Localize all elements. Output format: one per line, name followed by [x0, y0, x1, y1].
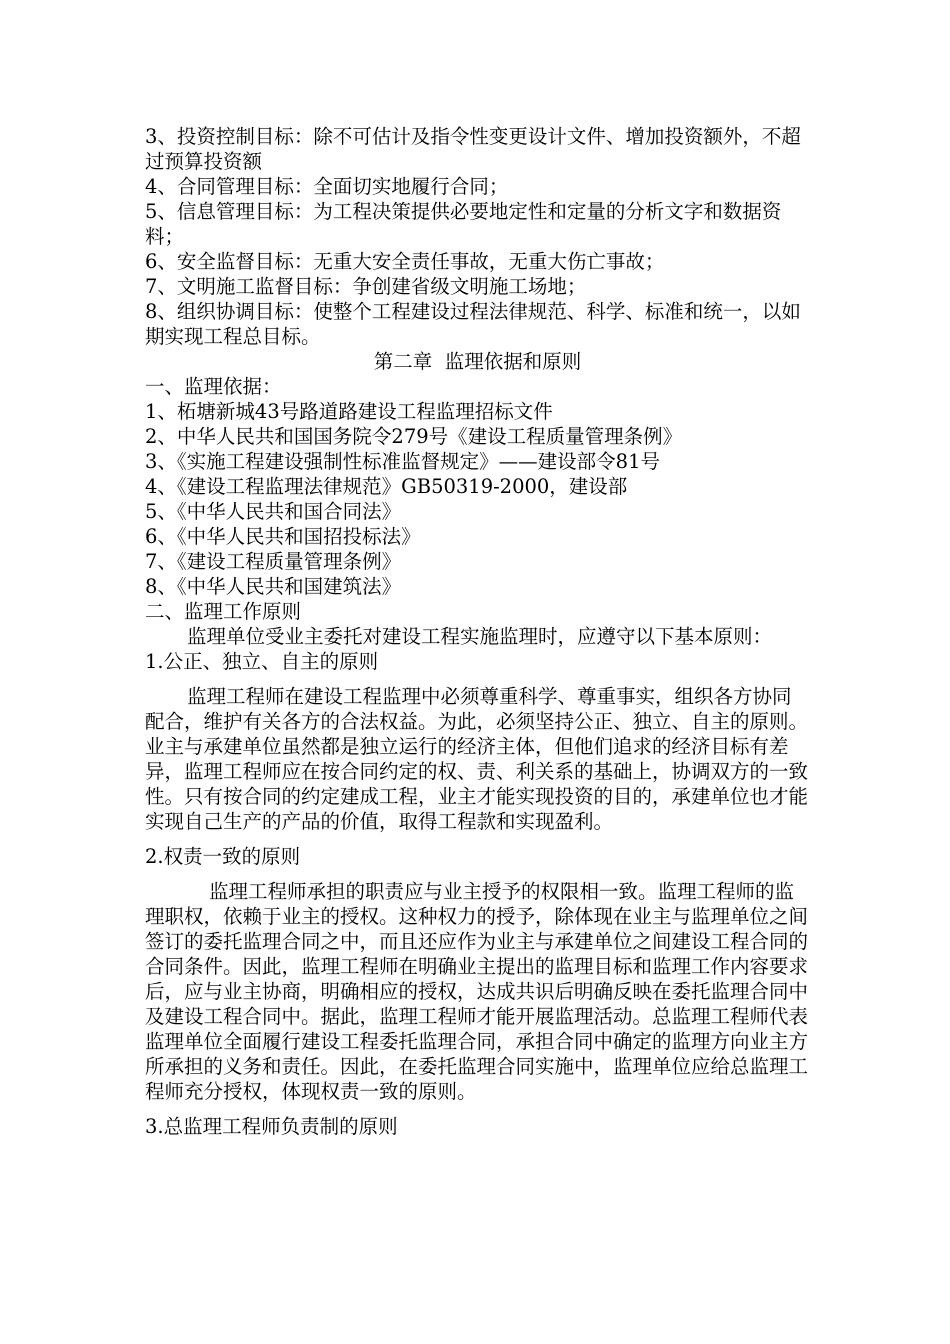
basis-item-2: 2、中华人民共和国国务院令279号《建设工程质量管理条例》: [145, 425, 683, 448]
basis-item-4: 4、《建设工程监理法律规范》GB50319-2000，建设部: [145, 475, 628, 498]
principle-1-title: 1.公正、独立、自主的原则: [145, 650, 379, 673]
basis-item-1: 1、柘塘新城43号路道路建设工程监理招标文件: [145, 400, 553, 423]
basis-heading: 一、监理依据：: [145, 375, 282, 398]
goal-item-4: 4、合同管理目标：全面切实地履行合同；: [145, 175, 509, 198]
principles-heading: 二、监理工作原则: [145, 600, 302, 623]
basis-item-6: 6、《中华人民共和国招投标法》: [145, 525, 421, 548]
chapter-title: 第二章 监理依据和原则: [373, 350, 582, 373]
goal-item-6: 6、安全监督目标：无重大安全责任事故，无重大伤亡事故；: [145, 250, 665, 273]
goal-item-3: 3、投资控制目标：除不可估计及指令性变更设计文件、增加投资额外，不超过预算投资额: [145, 125, 801, 173]
goal-item-5: 5、信息管理目标：为工程决策提供必要地定性和定量的分析文字和数据资料；: [145, 200, 782, 248]
basis-item-3: 3、《实施工程建设强制性标准监督规定》——建设部令81号: [145, 450, 660, 473]
principle-3-title: 3.总监理工程师负责制的原则: [145, 1115, 398, 1138]
document-page: [145, 124, 810, 1139]
basis-item-8: 8、《中华人民共和国建筑法》: [145, 575, 402, 598]
basis-item-7: 7、《建设工程质量管理条例》: [145, 550, 402, 573]
principle-2-body: 监理工程师承担的职责应与业主授予的权限相一致。监理工程师的监理职权，依赖于业主的授权。这种权力的授予，除体现在业主与监理单位之间签订的委托监理合同之中，而且还应作为业主与承建单位之间建设工程合同的合同条件。因此，监理工程师在明确业主提出的监理目标和监理工作内容要求后，应与业主协商，明确相应的授权，达成共识后明确反映在委托监理合同中及建设工程合同中。据此，监理工程师才能开展监理活动。总监理工程师代表监理单位全面履行建设工程委托监理合同，承担合同中确定的监理方向业主方所承担的义务和责任。因此，在委托监理合同实施中，监理单位应给总监理工程师充分授权，体现权责一致的原则。: [145, 880, 809, 1103]
principles-intro: 监理单位受业主委托对建设工程实施监理时，应遵守以下基本原则：: [187, 625, 773, 648]
goal-item-7: 7、文明施工监督目标：争创建省级文明施工场地；: [145, 275, 587, 298]
principle-2-title: 2.权责一致的原则: [145, 845, 301, 868]
basis-item-5: 5、《中华人民共和国合同法》: [145, 500, 402, 523]
goal-item-8: 8、组织协调目标：使整个工程建设过程法律规范、科学、标准和统一，以如期实现工程总目标。: [145, 300, 801, 348]
principle-1-body: 监理工程师在建设工程监理中必须尊重科学、尊重事实，组织各方协同配合，维护有关各方的合法权益。为此，必须坚持公正、独立、自主的原则。业主与承建单位虽然都是独立运行的经济主体，但他们追求的经济目标有差异，监理工程师应在按合同约定的权、责、利关系的基础上，协调双方的一致性。只有按合同的约定建成工程，业主才能实现投资的目的，承建单位也才能实现自己生产的产品的价值，取得工程款和实现盈利。: [145, 685, 809, 833]
